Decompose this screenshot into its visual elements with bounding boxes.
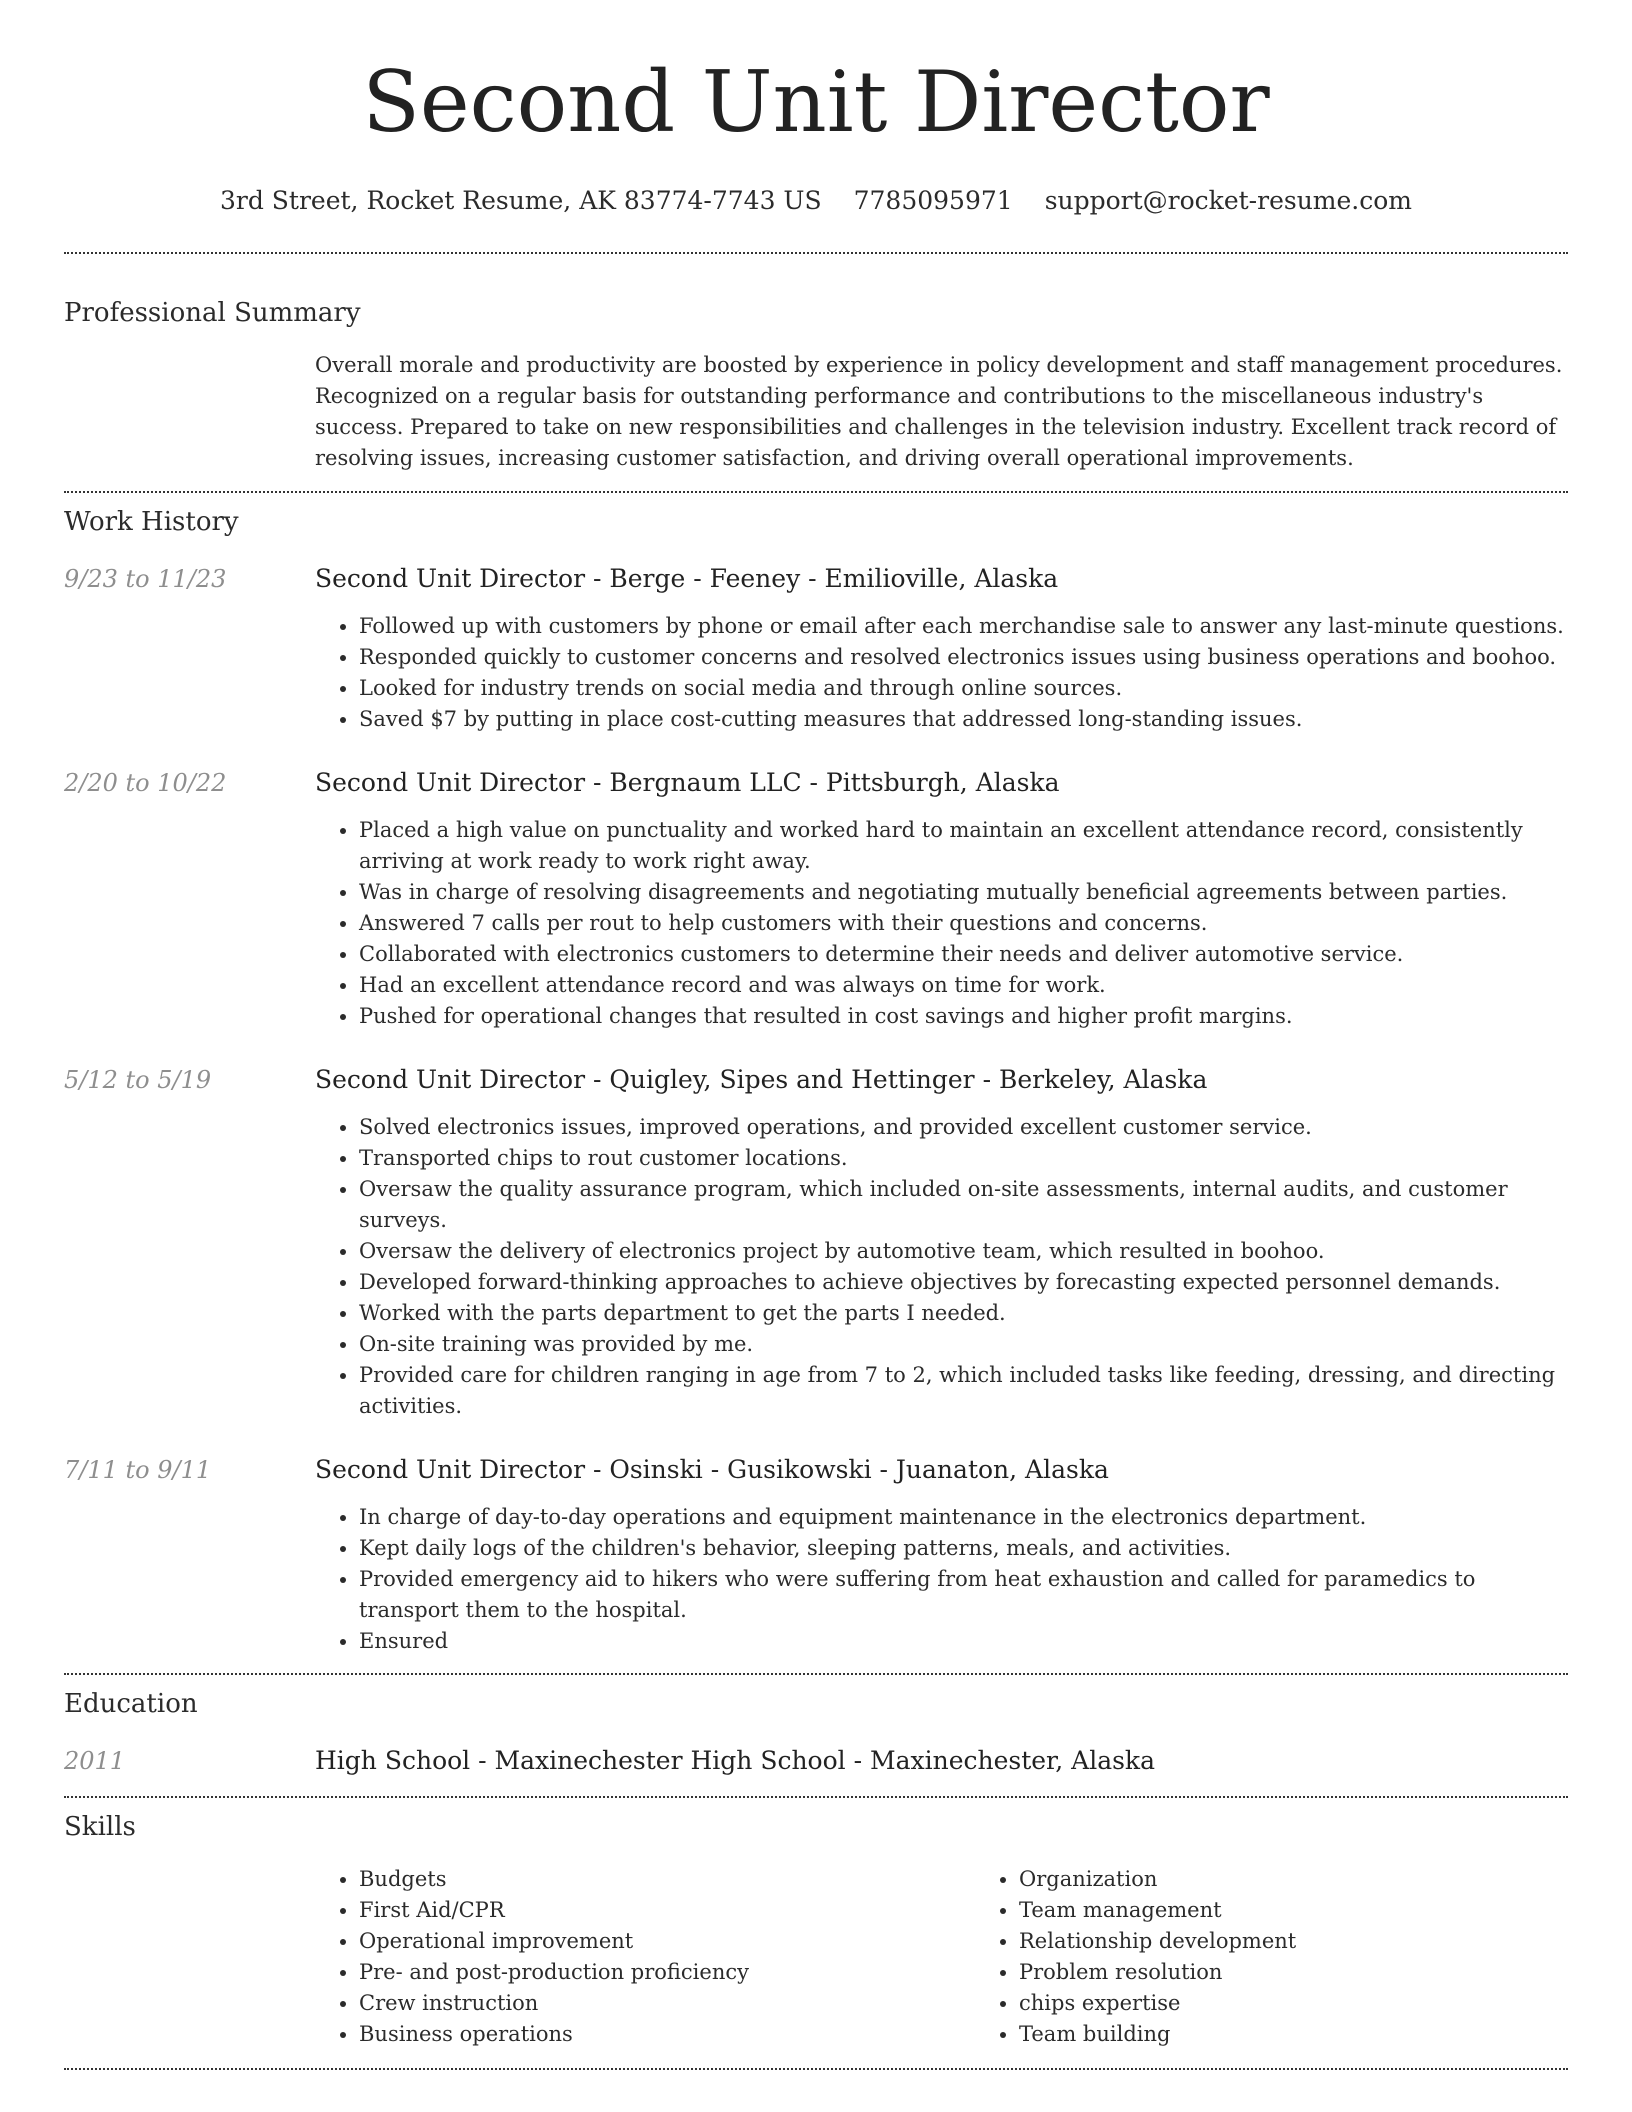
education-entry: High School - Maxinechester High School - Maxinechester, Alaska [315,1746,1155,1775]
bullet-item: • On-site training was provided by me. [359,1329,1568,1360]
work-history-section [0,493,1632,1657]
email: support@rocket-resume.com [1044,186,1412,215]
candidate-name: Second Unit Director [362,53,1270,151]
skill-item: • Organization [1019,1864,1632,1895]
job-dates: 5/12 to 5/19 [64,1066,212,1094]
education-date: 2011 [64,1747,126,1775]
section-title-summary: Professional Summary [64,298,361,328]
bullet-item: • Developed forward-thinking approaches to achieve objectives by forecasting expected personnel demands. [359,1267,1568,1298]
skill-item: • Business operations [359,2019,975,2050]
contact-line [0,184,1632,218]
bullet-item: • Worked with the parts department to get the parts I needed. [359,1298,1568,1329]
job-entry [64,1453,1568,1657]
job-bullets [315,815,1568,1032]
phone: 7785095971 [853,186,1013,215]
job-bullets [315,1112,1568,1422]
skill-item: • Operational improvement [359,1926,975,1957]
job-bullets [315,611,1568,735]
job-entry [64,766,1568,1032]
section-title-education: Education [64,1689,198,1719]
bullet-item: • Looked for industry trends on social media and through online sources. [359,673,1568,704]
bullet-item: • Oversaw the quality assurance program, which included on-site assessments, internal audits, and customer surveys. [359,1174,1568,1236]
bullet-item: • Was in charge of resolving disagreements and negotiating mutually beneficial agreements between parties. [359,877,1568,908]
skills-list-left [315,1864,975,2050]
resume-header [0,0,1632,218]
job-title: Second Unit Director - Osinski - Gusikowski - Juanaton, Alaska [315,1455,1109,1484]
skill-item: • Pre- and post-production proficiency [359,1957,975,1988]
skill-item: • First Aid/CPR [359,1895,975,1926]
bullet-item: • Kept daily logs of the children's behavior, sleeping patterns, meals, and activities. [359,1533,1568,1564]
skill-item: • chips expertise [1019,1988,1632,2019]
job-entry [64,562,1568,735]
summary-section [0,254,1632,474]
bullet-item: • In charge of day-to-day operations and equipment maintenance in the electronics department. [359,1502,1568,1533]
bullet-item: • Placed a high value on punctuality and worked hard to maintain an excellent attendance record, consistently arriving at work ready to work right away. [359,815,1568,877]
skill-item: • Relationship development [1019,1926,1632,1957]
skill-item: • Budgets [359,1864,975,1895]
job-title: Second Unit Director - Quigley, Sipes and Hettinger - Berkeley, Alaska [315,1065,1208,1094]
skill-item: • Crew instruction [359,1988,975,2019]
job-dates: 7/11 to 9/11 [64,1456,212,1484]
bullet-item: • Transported chips to rout customer locations. [359,1143,1568,1174]
bullet-item: • Had an excellent attendance record and was always on time for work. [359,970,1568,1001]
bullet-item: • Answered 7 calls per rout to help customers with their questions and concerns. [359,908,1568,939]
skill-item: • Team building [1019,2019,1632,2050]
bullet-item: • Ensured [359,1626,1568,1657]
education-section [0,1675,1632,1778]
bullet-item: • Responded quickly to customer concerns and resolved electronics issues using business operations and boohoo. [359,642,1568,673]
bullet-item: • Provided emergency aid to hikers who were suffering from heat exhaustion and called for paramedics to transport them to the hospital. [359,1564,1568,1626]
bullet-item: • Followed up with customers by phone or email after each merchandise sale to answer any last-minute questions. [359,611,1568,642]
job-bullets [315,1502,1568,1657]
address: 3rd Street, Rocket Resume, AK 83774-7743 US [219,186,822,215]
bullet-item: • Collaborated with electronics customers to determine their needs and deliver automotive service. [359,939,1568,970]
job-dates: 2/20 to 10/22 [64,769,227,797]
skills-grid [315,1864,1632,2050]
bullet-item: • Provided care for children ranging in age from 7 to 2, which included tasks like feeding, dressing, and directing activities. [359,1360,1568,1422]
skill-item: • Problem resolution [1019,1957,1632,1988]
job-title: Second Unit Director - Berge - Feeney - Emilioville, Alaska [315,564,1059,593]
skills-list-right [975,1864,1632,2050]
job-title: Second Unit Director - Bergnaum LLC - Pittsburgh, Alaska [315,768,1060,797]
bullet-item: • Solved electronics issues, improved operations, and provided excellent customer service. [359,1112,1568,1143]
job-entry [64,1063,1568,1422]
job-dates: 9/23 to 11/23 [64,565,227,593]
skills-section [0,1798,1632,2050]
section-title-work-history: Work History [64,507,239,537]
bullet-item: • Pushed for operational changes that resulted in cost savings and higher profit margins. [359,1001,1568,1032]
skill-item: • Team management [1019,1895,1632,1926]
bullet-item: • Oversaw the delivery of electronics project by automotive team, which resulted in boohoo. [359,1236,1568,1267]
divider [64,2068,1568,2070]
summary-text: Overall morale and productivity are boosted by experience in policy development and staff management procedures. Recognized on a regular basis for outstanding performance and contributions to the miscellaneous industry's success. Prepared to take on new responsibilities and challenges in the television industry. Excellent track record of resolving issues, increasing customer satisfaction, and driving overall operational improvements. [315,353,1563,470]
bullet-item: • Saved $7 by putting in place cost-cutting measures that addressed long-standing issues. [359,704,1568,735]
section-title-skills: Skills [64,1812,136,1842]
